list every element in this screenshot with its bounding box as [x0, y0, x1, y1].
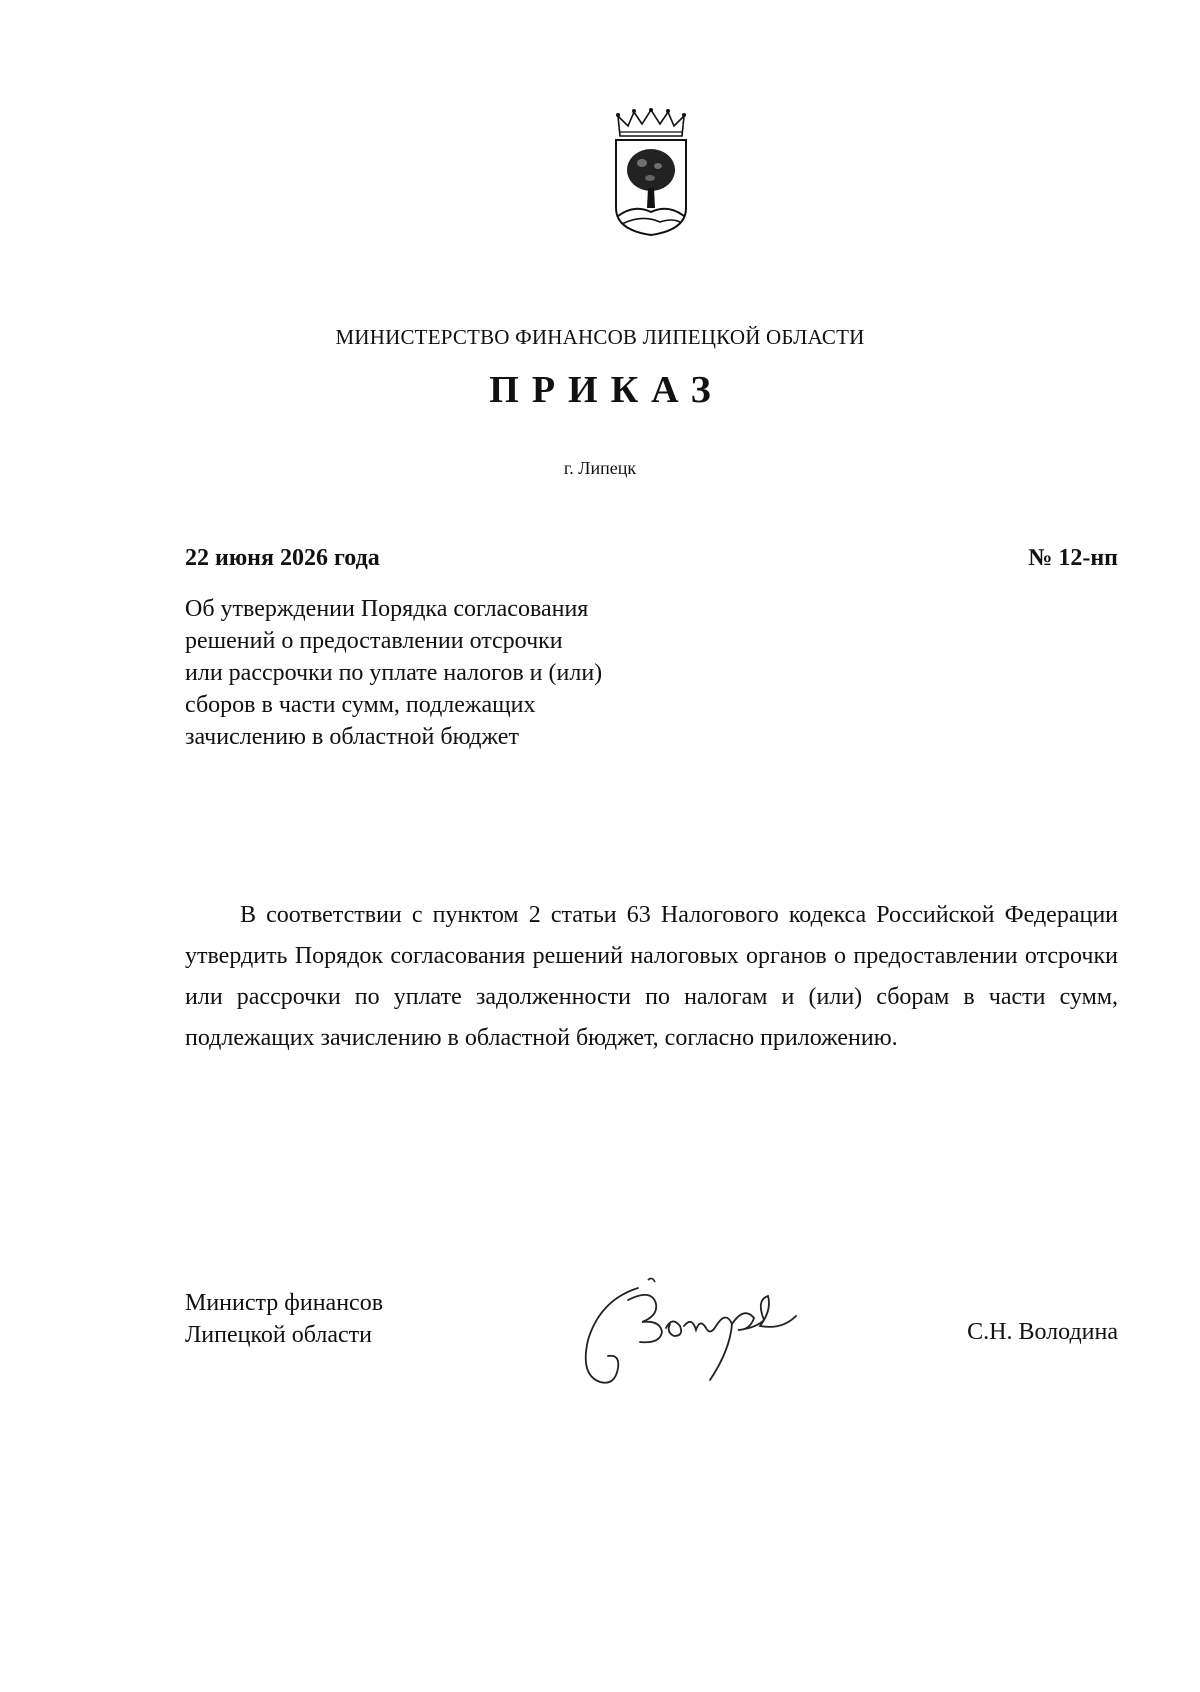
city-label: г. Липецк: [563, 458, 637, 478]
coat-of-arms-icon: [612, 108, 690, 236]
signer-position-line: Липецкой области: [185, 1322, 372, 1348]
subject-line: решений о предоставлении отсрочки: [185, 628, 563, 654]
subject-line: зачислению в областной бюджет: [185, 724, 519, 750]
ministry-name: МИНИСТЕРСТВО ФИНАНСОВ ЛИПЕЦКОЙ ОБЛАСТИ: [335, 325, 865, 349]
document-subject: [185, 593, 705, 753]
signer-position: [185, 1287, 383, 1351]
signer-name: С.Н. Володина: [967, 1319, 1118, 1345]
document-number: № 12-нп: [1028, 545, 1118, 571]
document-date: 22 июня 2026 года: [185, 545, 380, 571]
subject-line: сборов в части сумм, подлежащих: [185, 692, 536, 718]
signer-position-line: Министр финансов: [185, 1290, 384, 1316]
document-type-title: ПРИКАЗ: [489, 369, 724, 411]
subject-line: Об утверждении Порядка согласования: [185, 596, 589, 622]
subject-line: или рассрочки по уплате налогов и (или): [185, 660, 603, 686]
handwritten-signature-icon: [560, 1270, 820, 1400]
order-body-paragraph: В соответствии с пунктом 2 статьи 63 Налогового кодекса Российской Федерации утвердить Порядок согласования решений налоговых органов о предоставлении отсрочки или рассрочки по уплате задолженности по налогам и (или) сборам в части сумм, подлежащих зачислению в областной бюджет, согласно приложению.: [185, 902, 1118, 1051]
